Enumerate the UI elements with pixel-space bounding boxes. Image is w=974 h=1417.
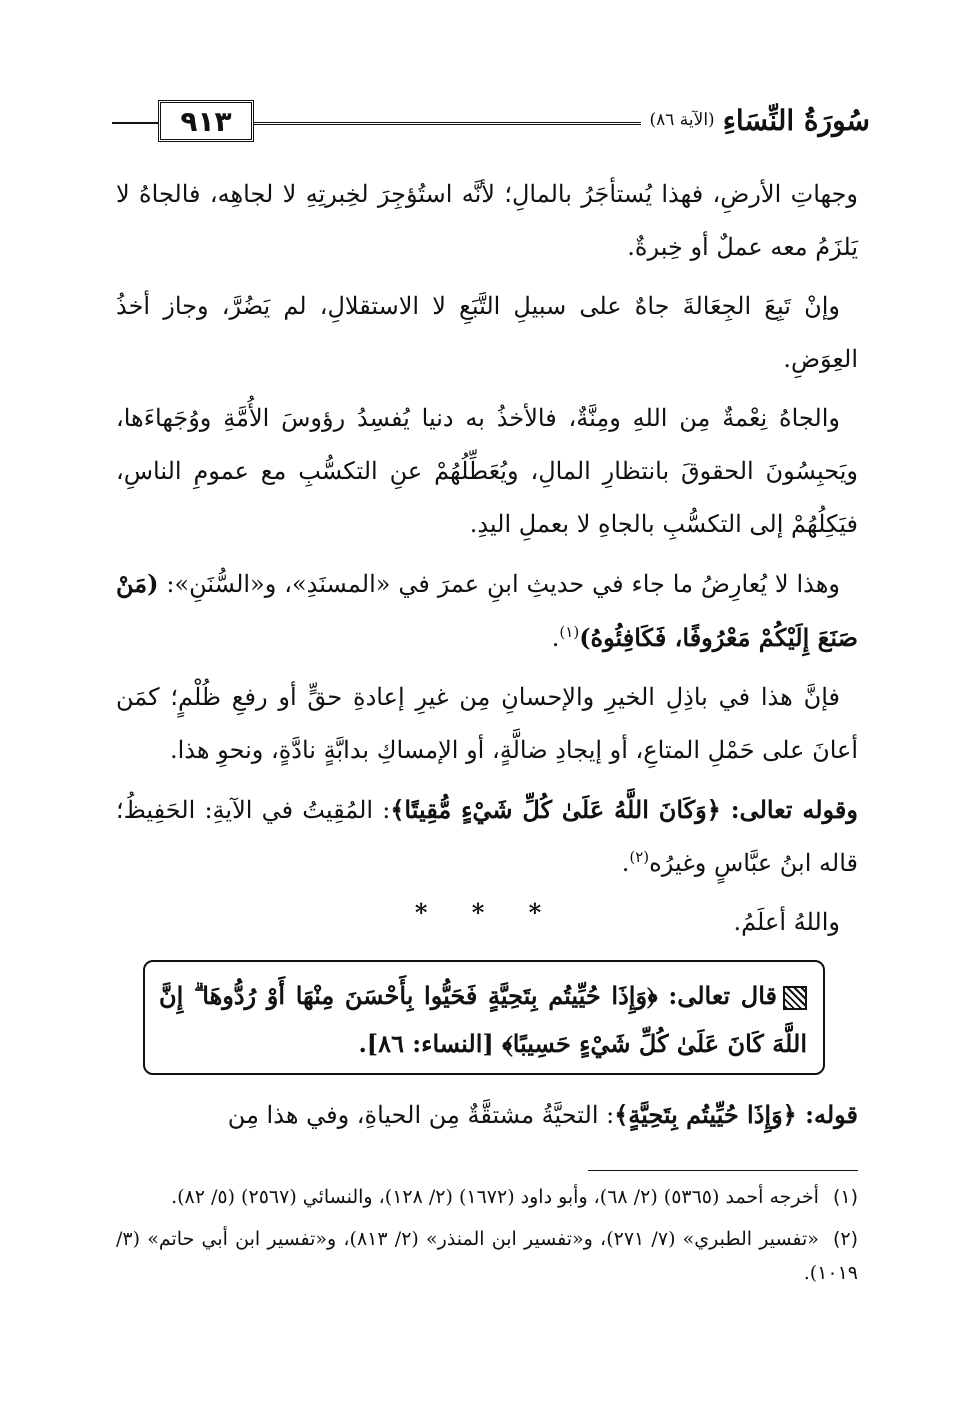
ayah-lead: قال تعالى: xyxy=(657,981,777,1010)
surah-title xyxy=(641,98,870,142)
closing-line: واللهُ أعلَمُ. xyxy=(733,908,840,936)
hadith-quote: (مَنْ صَنَعَ إِلَيْكُمْ مَعْرُوفًا، فَكَافِئُوهُ) xyxy=(116,569,858,652)
hadith-paragraph xyxy=(116,557,858,665)
commentary-rest: : التحيَّةُ مشتقَّةٌ مِن الحياةِ، وفي هذا مِن xyxy=(227,1101,615,1129)
footnote xyxy=(116,1180,858,1214)
paragraph: وإنْ تَبِعَ الجِعَالةَ جاهٌ على سبيلِ التَّبَعِ لا الاستقلالِ، لم يَضُرَّ، وجاز أخذُ العِوَضِ. xyxy=(116,292,858,373)
section-separator: * * * xyxy=(414,898,560,927)
commentary-quote: ﴿وَإِذَا حُيِّيتُم بِتَحِيَّةٍ﴾ xyxy=(614,1100,797,1129)
commentary-line xyxy=(116,1090,858,1140)
footnote-number: (٢) xyxy=(832,1228,858,1250)
paragraph: فإنَّ هذا في باذِلِ الخيرِ والإحسانِ مِن غيرِ إعادةِ حقٍّ أو رفعِ ظُلْمٍ؛ كمَن أعانَ على حَمْلِ المتاعِ، أو إيجادِ ضالَّةٍ، أو الإمساكِ بدابَّةٍ نادَّةٍ، ونحوِ هذا. xyxy=(116,683,858,764)
hadith-end: . xyxy=(551,624,560,652)
footnote xyxy=(116,1222,858,1290)
footnotes xyxy=(116,1180,858,1298)
muqit-end: . xyxy=(621,849,630,877)
ornament-icon xyxy=(783,986,807,1010)
paragraph: والجاهُ نِعْمةٌ مِن اللهِ ومِنَّةٌ، فالأخذُ به دنيا يُفسِدُ رؤوسَ الأُمَّةِ ووُجَهاءَها، ويَحبِسُونَ الحقوقَ بانتظارِ المالِ، ويُعَطِّلُهُمْ عنِ التكسُّبِ مع عمومِ الناسِ، فيَكِلُهُمْ إلى التكسُّبِ بالجاهِ لا بعملِ اليدِ. xyxy=(116,404,858,538)
muqit-rest: : المُقِيتُ في الآيةِ: الحَفِيظُ؛ قاله ابنُ عبَّاسٍ وغيرُه xyxy=(116,796,858,877)
footnote-number: (١) xyxy=(832,1186,858,1208)
page-number: ٩١٣ xyxy=(180,104,232,138)
ayah-citation: [النساء: ٨٦]. xyxy=(358,1029,503,1058)
footnote-divider xyxy=(588,1170,858,1171)
footnote-text: «تفسير الطبري» (٧/ ٢٧١)، و«تفسير ابن المنذر» (٢/ ٨١٣)، و«تفسير ابن أبي حاتم» (٣/ ١٠١٩). xyxy=(116,1228,858,1284)
hadith-intro: وهذا لا يُعارِضُ ما جاء في حديثِ ابنِ عمرَ في «المسنَدِ»، و«السُّنَنِ»: xyxy=(158,570,840,598)
muqit-lead: وقوله تعالى: xyxy=(720,795,858,824)
footnote-text: أخرجه أحمد (٥٣٦٥) (٢/ ٦٨)، وأبو داود (١٦٧٢) (٢/ ١٢٨)، والنسائي (٢٥٦٧) (٥/ ٨٢). xyxy=(171,1186,819,1208)
ayah-reference: (الآية ٨٦) xyxy=(649,110,715,130)
ayah-quote: ﴿وَإِذَا حُيِّيتُم بِتَحِيَّةٍ فَحَيُّوا بِأَحْسَنَ مِنْهَا أَوْ رُدُّوهَا ۗ إِنَّ اللَّهَ كَانَ عَلَىٰ كُلِّ شَيْءٍ حَسِيبًا﴾ xyxy=(159,981,807,1058)
paragraph: وجهاتِ الأرضِ، فهذا يُستأجَرُ بالمالِ؛ لأنَّه استُؤجِرَ لخِبرتِهِ لا لجاهِه، فالجاهُ لا يَلزَمُ معه عملٌ أو خِبرةٌ. xyxy=(116,180,858,261)
footnote-ref: (١) xyxy=(559,623,580,641)
muqit-paragraph xyxy=(116,783,858,890)
main-text xyxy=(116,168,858,955)
page-header xyxy=(112,98,870,148)
footnote-ref: (٢) xyxy=(629,848,650,866)
commentary-lead: قوله: xyxy=(796,1100,858,1129)
surah-name: سُورَةُ النِّسَاءِ xyxy=(722,103,870,137)
header-rule-left xyxy=(112,122,158,124)
page-number-box xyxy=(158,100,254,142)
muqit-quote: ﴿وَكَانَ اللَّهُ عَلَىٰ كُلِّ شَيْءٍ مُّقِيتًا﴾ xyxy=(390,795,721,824)
ayah-box xyxy=(143,960,825,1075)
